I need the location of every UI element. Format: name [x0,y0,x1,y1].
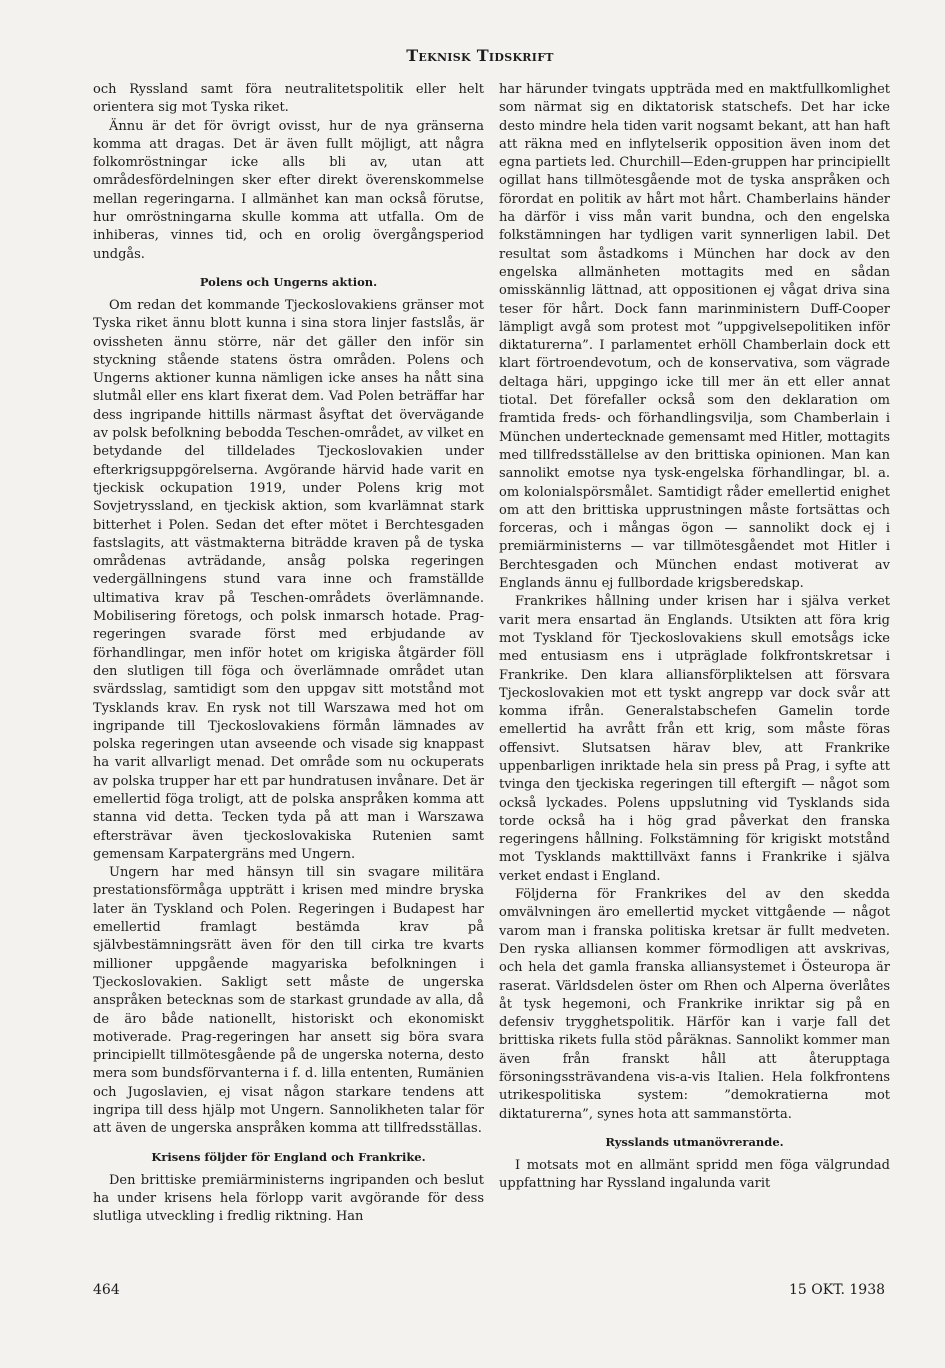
paragraph: Följderna för Frankrikes del av den skedda omvälvningen äro emellertid mycket vittgående — något varom man i franska politiska kretsar är fullt medveten. Den ryska alliansen kommer förmodligen att avskrivas, och hela det gamla franska alliansystemet i Östeuropa är raserat. Världsdelen öster om Rhen och Alperna överlåtes åt tysk hegemoni, och Frankrike inriktar sig på en defensiv trygghetspolitik. Härför kan i varje fall det brittiska rikets fulla stöd påräknas. Sannolikt kommer man även från franskt håll att återupptaga försoningssträvandena vis-a-vis Italien. Hela folkfrontens utrikespolitiska system: ”demokratierna mot diktaturerna”, synes hota att sammanstörta. [499,887,890,1122]
page-number: 464 [93,1282,120,1298]
paragraph: och Ryssland samt föra neutralitetspolitik eller helt orientera sig mot Tyska riket. [93,82,484,116]
journal-header: Teknisk Tidskrift [406,46,554,65]
paragraph: Den brittiske premiärministerns ingripanden och beslut ha under krisens hela förlopp varit avgörande för dess slutliga utveckling i fredlig riktning. Han [93,1172,484,1225]
paragraph: Frankrikes hållning under krisen har i själva verket varit mera ensartad än Englands. Utsikten att föra krig mot Tyskland för Tjeckoslovakiens skull emotsågs icke med entusiasm ens i utpräglade folkfrontskretsar i Frankrike. Den klara alliansförpliktelsen att försvara Tjeckoslovakien mot ett tyskt angrepp var dock svår att komma ifrån. Generalstabschefen Gamelin torde emellertid ha avrått från ett krig, som måste föras offensivt. Slutsatsen härav blev, att Frankrike uppenbarligen inriktade hela sin press på Prag, i syfte att tvinga den tjeckiska regeringen till eftergift — något som också lyckades. Polens uppslutning vid Tysklands sida torde också ha i hög grad påverkat den franska regeringens hållning. Folkstämning för krigiskt motstånd mot Tysklands makttillväxt fanns i Frankrike i själva verket endast i England. [499,594,890,884]
paragraph: Ännu är det för övrigt ovisst, hur de nya gränserna komma att dragas. Det är även fullt möjligt, att några folkomröstningar icke alls bli av, utan att områdesfördelningen sker efter direkt överenskommelse mellan regeringarna. I allmänhet kan man också förutse, hur omröstningarna skulle komma att utfalla. Om de inhiberas, vinnes tid, och en orolig övergångsperiod undgås. [93,118,484,262]
left-column [93,81,484,1227]
paragraph: Om redan det kommande Tjeckoslovakiens gränser mot Tyska riket ännu blott kunna i sina stora linjer fastslås, är ovissheten ännu större, när det gäller den inför sin styckning stående statens östra områden. Polens och Ungerns aktioner kunna nämligen icke anses ha nått sina slutmål eller ens klart fixerat dem. Vad Polen beträffar har dess ingripande hittills närmast åsyftat det övervägande av polsk befolkning bebodda Teschen-området, av vilket en betydande del tilldelades Tjeckoslovakien under efterkrigsuppgörelserna. Avgörande härvid hade varit en tjeckisk ockupation 1919, under Polens krig mot Sovjetryssland, en tjeckisk aktion, som kvarlämnat stark bitterhet i Polen. Sedan det efter mötet i Berchtesgaden fastslagits, att västmakterna biträdde kraven på de tyska områdenas avträdande, ansåg polska regeringen vedergällningens stund vara inne och framställde ultimativa krav på Teschen-områdets överlämnande. Mobilisering företogs, och polsk inmarsch hotade. Prag-regeringen svarade först med erbjudande av förhandlingar, men inför hotet om krigiska åtgärder föll den slutligen till föga och överlämnade området utan svärdsslag, samtidigt som den uppgav sitt motstånd mot Tysklands krav. En rysk not till Warszawa med hot om ingripande till Tjeckoslovakiens förmån lämnades av polska regeringen utan avseende och visade sig knappast ha varit allvarligt menad. Det område som nu ockuperats av polska trupper har ett par hundratusen invånare. Det är emellertid föga troligt, att de polska anspråken komma att stanna vid detta. Tecken tyda på att man i Warszawa eftersträvar även tjeckoslovakiska Rutenien samt gemensam Karpatergräns med Ungern. [93,297,484,862]
right-column [499,81,890,1194]
section-heading: Krisens följder för England och Frankrike. [151,1149,426,1164]
section-heading: Rysslands utmanövrerande. [605,1134,784,1149]
section-heading: Polens och Ungerns aktion. [199,274,378,289]
paragraph: I motsats mot en allmänt spridd men föga välgrundad uppfattning har Ryssland ingalunda varit [499,1157,890,1192]
issue-date: 15 OKT. 1938 [789,1282,886,1298]
paragraph: Ungern har med hänsyn till sin svagare militära prestationsförmåga uppträtt i krisen med mindre bryska later än Tyskland och Polen. Regeringen i Budapest har emellertid framlagt bestämda krav på självbestämningsrätt även för den till cirka tre kvarts millioner uppgående magyariska befolkningen i Tjeckoslovakien. Sakligt sett måste de ungerska anspråken betecknas som de starkast grundade av alla, då de äro både nationellt, historiskt och ekonomiskt motiverade. Prag-regeringen har ansett sig böra svara principiellt tillmötesgående på de ungerska noterna, desto mera som bundsförvanterna i f. d. lilla ententen, Rumänien och Jugoslavien, ej visat någon starkare tendens att ingripa till dess hjälp mot Ungern. Sannolikheten talar för att även de ungerska anspråken komma att tillfredsställas. [93,865,484,1137]
paragraph: har härunder tvingats uppträda med en maktfullkomlighet som närmat sig en diktatorisk statschefs. Det har icke desto mindre hela tiden varit nogsamt bekant, att han haft att räkna med en inflytelserik opposition även inom det egna partiets led. Churchill—Eden-gruppen har principiellt ogillat hans tillmötesgående mot de tyska anspråken och förordat en politik av hårt mot hårt. Chamberlains händer ha därför i viss mån varit bundna, och den engelska folkstämningen har tydligen varit synnerligen labil. Det resultat som åstadkoms i München har dock av den engelska allmänheten mottagits med en sådan omisskännlig lättnad, att oppositionen ej vågat driva sina teser för hårt. Dock fann marinministern Duff-Cooper lämpligt avgå som protest mot ”uppgivelsepolitiken inför diktaturerna”. I parlamentet erhöll Chamberlain dock ett klart förtroendevotum, och de konservativa, som vägrade deltaga häri, uppgingo icke till mer än ett eller annat tiotal. Det förefaller också som den deklaration om framtida freds- och förhandlingsvilja, som Chamberlain i München undertecknade gemensamt med Hitler, mottagits med tillfredsställelse av den brittiska opinionen. Man kan sannolikt emotse nya tysk-engelska förhandlingar, bl. a. om kolonialspörsmålet. Samtidigt råder emellertid enighet om att den brittiska upprustningen måste fortsättas och forceras, och i mångas ögon — sannolikt dock ej i premiärministerns — var tillmötesgåendet mot Hitler i Berchtesgaden och München endast motiverat av Englands ännu ej fullbordade krigsberedskap. [499,82,890,592]
